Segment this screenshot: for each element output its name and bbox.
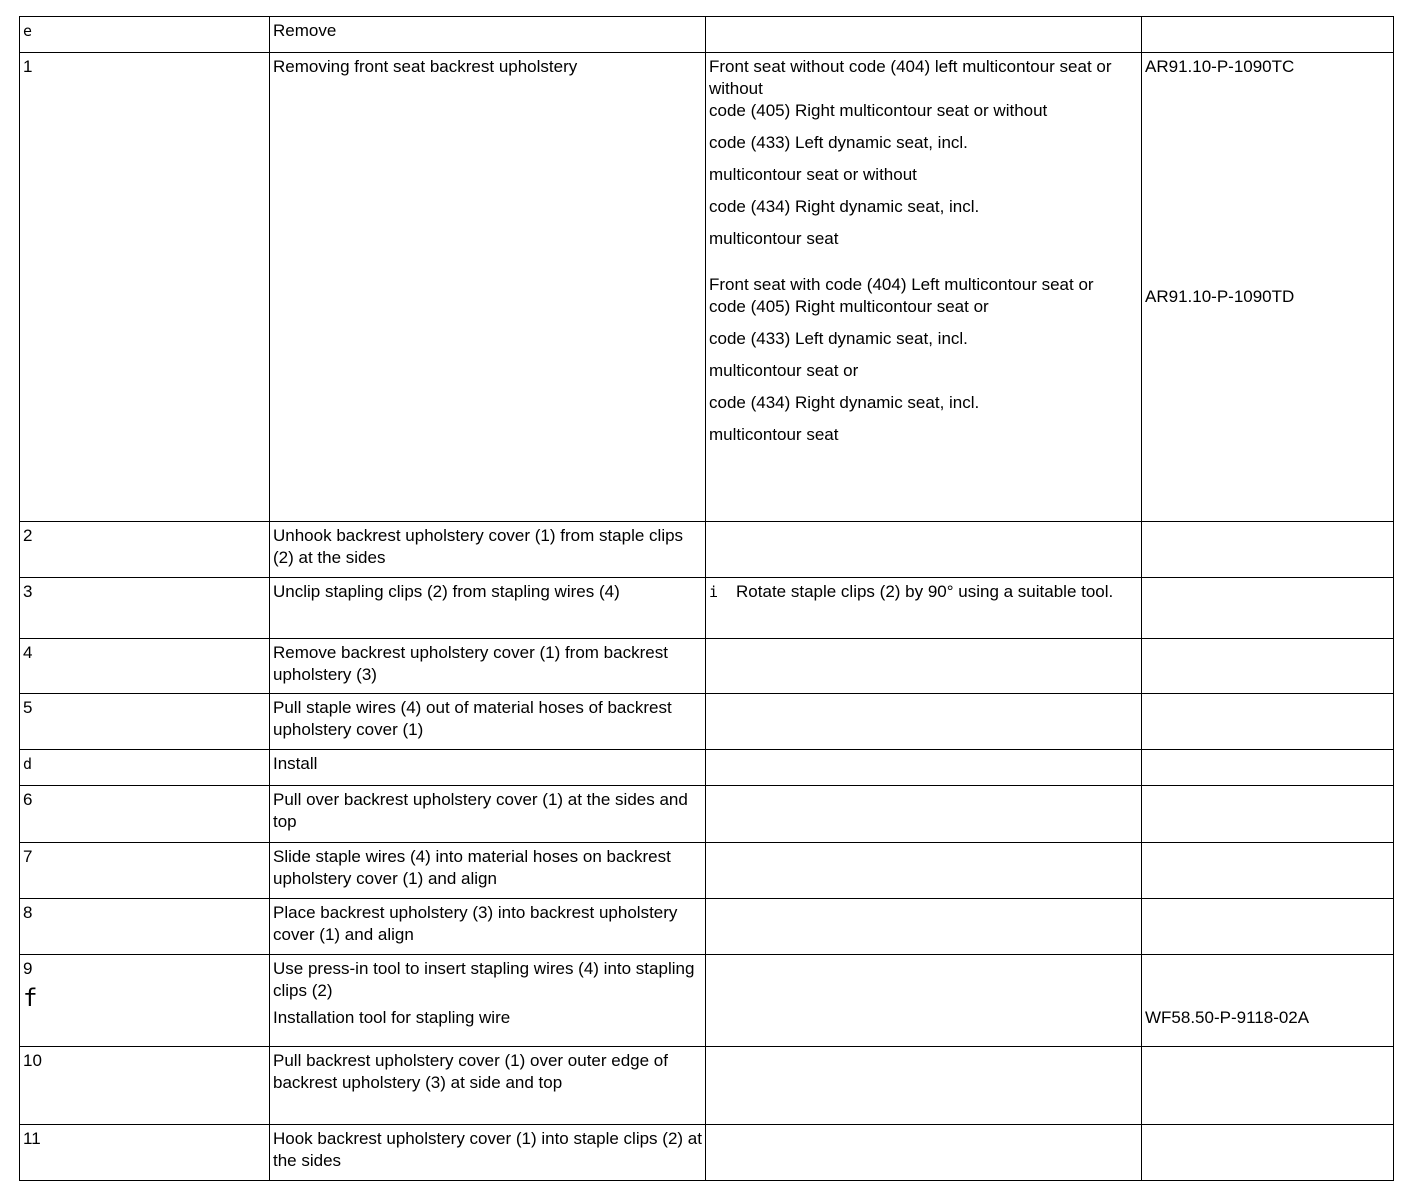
ref-cell (1142, 1047, 1394, 1125)
remove-section-icon: e (23, 22, 33, 40)
install-section-icon: d (23, 755, 33, 773)
action-cell: Unclip stapling clips (2) from stapling wires (4) (270, 578, 706, 639)
ref-cell (1142, 899, 1394, 955)
action-cell: Pull backrest upholstery cover (1) over outer edge of backrest upholstery (3) at side and top (270, 1047, 706, 1125)
step-cell: 5 (20, 694, 270, 750)
reference-link-tool[interactable]: WF58.50-P-9118-02A (1145, 1008, 1310, 1027)
table-row (20, 17, 1394, 53)
info-icon: i (709, 583, 719, 601)
action-cell: Pull staple wires (4) out of material hoses of backrest upholstery cover (1) (270, 694, 706, 750)
step-cell: 3 (20, 578, 270, 639)
ref-cell (1142, 1125, 1394, 1181)
ref-cell (1142, 522, 1394, 578)
step-cell: 11 (20, 1125, 270, 1181)
step-cell: 2 (20, 522, 270, 578)
action-cell: Slide staple wires (4) into material hoses on backrest upholstery cover (1) and align (270, 843, 706, 899)
special-tool-icon: f (23, 984, 38, 1012)
tool-description: Installation tool for stapling wire (273, 1008, 511, 1027)
note-cell (706, 786, 1142, 843)
ref-cell (1142, 578, 1394, 639)
step-cell (20, 17, 270, 53)
note-cell (706, 522, 1142, 578)
step-cell: 1 (20, 53, 270, 522)
action-cell: Use press-in tool to insert stapling wires (4) into stapling clips (2) Installation tool for stapling wire (270, 955, 706, 1047)
reference-link-1090tc[interactable]: AR91.10-P-1090TC (1145, 57, 1295, 76)
applicability-block-2: Front seat with code (404) Left multicontour seat or code (405) Right multicontour seat or code (433) Left dynamic seat, incl. multicontour seat or code (434) Right dynamic seat, incl. multicontour seat (709, 275, 1094, 444)
step-cell: 9 f (20, 955, 270, 1047)
step-cell (20, 750, 270, 786)
note-cell (706, 843, 1142, 899)
table-row (20, 694, 1394, 750)
action-cell: Unhook backrest upholstery cover (1) from staple clips (2) at the sides (270, 522, 706, 578)
ref-cell (1142, 843, 1394, 899)
note-cell (706, 1047, 1142, 1125)
step-cell: 8 (20, 899, 270, 955)
action-cell: Remove (270, 17, 706, 53)
table-row (20, 899, 1394, 955)
action-cell: Place backrest upholstery (3) into backrest upholstery cover (1) and align (270, 899, 706, 955)
ref-cell (1142, 53, 1394, 522)
ref-cell (1142, 750, 1394, 786)
table-row (20, 786, 1394, 843)
procedure-table (19, 16, 1394, 1181)
step-cell: 4 (20, 639, 270, 694)
note-cell (706, 17, 1142, 53)
ref-cell (1142, 639, 1394, 694)
note-cell (706, 955, 1142, 1047)
table-row (20, 53, 1394, 522)
ref-cell (1142, 786, 1394, 843)
note-text: Rotate staple clips (2) by 90° using a suitable tool. (736, 582, 1114, 601)
note-cell (706, 750, 1142, 786)
step-cell: 6 (20, 786, 270, 843)
action-cell: Remove backrest upholstery cover (1) from backrest upholstery (3) (270, 639, 706, 694)
action-cell: Install (270, 750, 706, 786)
table-row (20, 750, 1394, 786)
table-row (20, 1047, 1394, 1125)
ref-cell (1142, 17, 1394, 53)
applicability-block-1: Front seat without code (404) left multicontour seat or without code (405) Right multicontour seat or without code (433) Left dynamic seat, incl. multicontour seat or without code (434) Right dynamic seat, incl. multicontour seat (709, 57, 1112, 248)
note-cell (706, 694, 1142, 750)
table-row (20, 955, 1394, 1047)
action-cell: Pull over backrest upholstery cover (1) at the sides and top (270, 786, 706, 843)
reference-link-1090td[interactable]: AR91.10-P-1090TD (1145, 287, 1295, 306)
table-row (20, 639, 1394, 694)
note-cell (706, 578, 1142, 639)
action-cell: Removing front seat backrest upholstery (270, 53, 706, 522)
table-row (20, 578, 1394, 639)
step-cell: 10 (20, 1047, 270, 1125)
action-cell: Hook backrest upholstery cover (1) into staple clips (2) at the sides (270, 1125, 706, 1181)
note-cell (706, 899, 1142, 955)
ref-cell (1142, 955, 1394, 1047)
applicability-cell (706, 53, 1142, 522)
note-cell (706, 1125, 1142, 1181)
note-cell (706, 639, 1142, 694)
table-row (20, 843, 1394, 899)
ref-cell (1142, 694, 1394, 750)
step-cell: 7 (20, 843, 270, 899)
table-row (20, 522, 1394, 578)
table-row (20, 1125, 1394, 1181)
